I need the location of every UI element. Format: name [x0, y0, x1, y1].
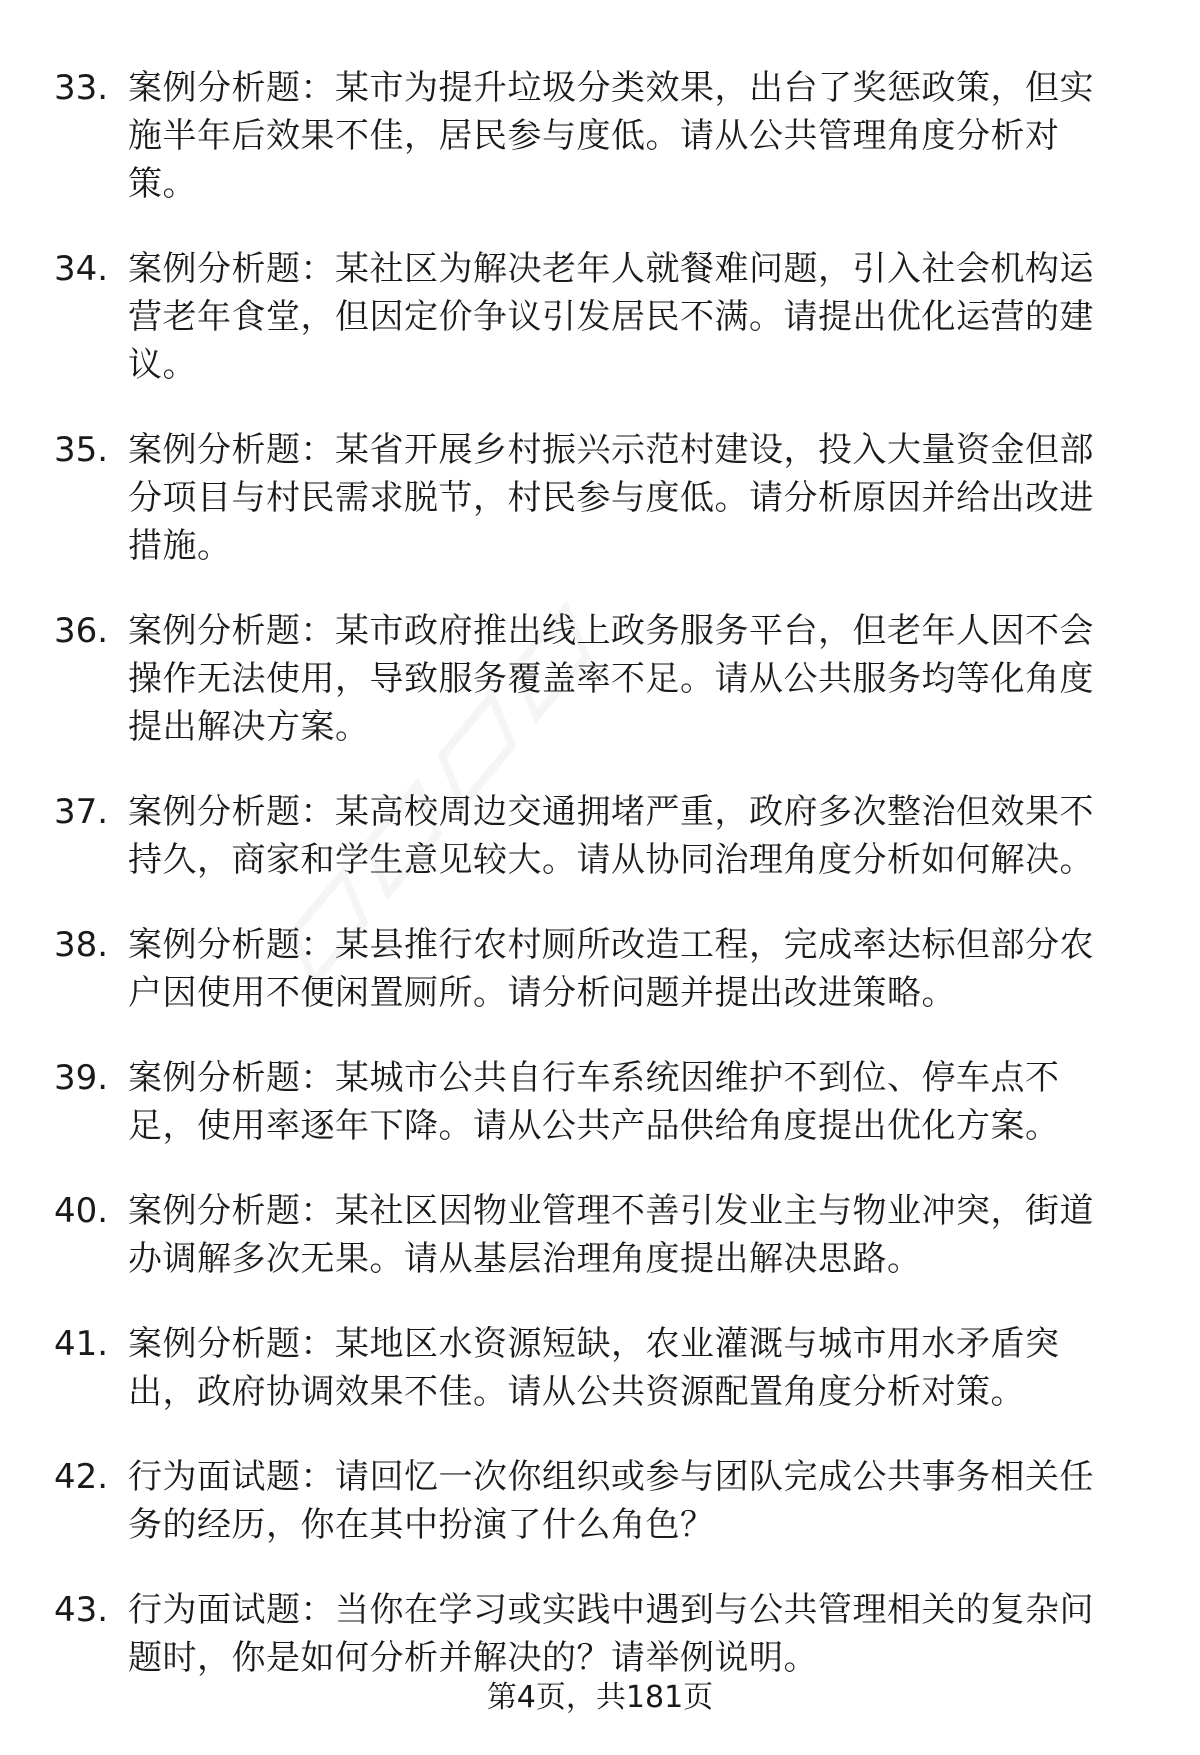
question-number: 43.	[54, 1590, 109, 1630]
question-line: 行为面试题：当你在学习或实践中遇到与公共管理相关的复杂问	[128, 1590, 1094, 1630]
question-line: 办调解多次无果。请从基层治理角度提出解决思路。	[128, 1239, 922, 1279]
question-item	[0, 1586, 1200, 1682]
question-item	[0, 426, 1200, 570]
question-line: 题时，你是如何分析并解决的？请举例说明。	[128, 1638, 818, 1678]
question-line: 案例分析题：某城市公共自行车系统因维护不到位、停车点不	[128, 1058, 1060, 1098]
question-number: 37.	[54, 792, 109, 832]
question-item	[0, 607, 1200, 751]
question-item	[0, 64, 1200, 208]
question-text	[128, 1453, 1148, 1549]
question-item	[0, 921, 1200, 1017]
question-line: 营老年食堂，但因定价争议引发居民不满。请提出优化运营的建	[128, 297, 1094, 337]
question-number: 41.	[54, 1324, 109, 1364]
question-number: 38.	[54, 925, 109, 965]
question-text	[128, 921, 1148, 1017]
question-line: 案例分析题：某社区为解决老年人就餐难问题，引入社会机构运	[128, 249, 1094, 289]
question-item	[0, 1453, 1200, 1549]
question-text	[128, 607, 1148, 751]
question-text	[128, 1187, 1148, 1283]
question-line: 行为面试题：请回忆一次你组织或参与团队完成公共事务相关任	[128, 1457, 1094, 1497]
question-text	[128, 788, 1148, 884]
question-number: 35.	[54, 430, 109, 470]
question-item	[0, 1320, 1200, 1416]
question-text	[128, 1320, 1148, 1416]
question-line: 案例分析题：某省开展乡村振兴示范村建设，投入大量资金但部	[128, 430, 1094, 470]
question-line: 案例分析题：某市政府推出线上政务服务平台，但老年人因不会	[128, 611, 1094, 651]
question-number: 42.	[54, 1457, 109, 1497]
question-item	[0, 245, 1200, 389]
question-line: 操作无法使用，导致服务覆盖率不足。请从公共服务均等化角度	[128, 659, 1094, 699]
question-item	[0, 1054, 1200, 1150]
question-number: 34.	[54, 249, 109, 289]
question-text	[128, 245, 1148, 389]
question-line: 策。	[128, 164, 197, 204]
question-line: 出，政府协调效果不佳。请从公共资源配置角度分析对策。	[128, 1372, 1025, 1412]
question-line: 户因使用不便闲置厕所。请分析问题并提出改进策略。	[128, 973, 956, 1013]
question-line: 议。	[128, 345, 197, 385]
question-item	[0, 788, 1200, 884]
question-text	[128, 1054, 1148, 1150]
question-line: 案例分析题：某高校周边交通拥堵严重，政府多次整治但效果不	[128, 792, 1094, 832]
question-number: 40.	[54, 1191, 109, 1231]
question-line: 案例分析题：某社区因物业管理不善引发业主与物业冲突，街道	[128, 1191, 1094, 1231]
question-line: 措施。	[128, 526, 232, 566]
question-line: 足，使用率逐年下降。请从公共产品供给角度提出优化方案。	[128, 1106, 1060, 1146]
question-text	[128, 64, 1148, 208]
question-text	[128, 1586, 1148, 1682]
question-line: 施半年后效果不佳，居民参与度低。请从公共管理角度分析对	[128, 116, 1060, 156]
question-number: 33.	[54, 68, 109, 108]
question-line: 分项目与村民需求脱节，村民参与度低。请分析原因并给出改进	[128, 478, 1094, 518]
question-item	[0, 1187, 1200, 1283]
question-line: 案例分析题：某地区水资源短缺，农业灌溉与城市用水矛盾突	[128, 1324, 1060, 1364]
question-text	[128, 426, 1148, 570]
question-number: 36.	[54, 611, 109, 651]
question-list	[0, 64, 1200, 1719]
question-line: 案例分析题：某市为提升垃圾分类效果，出台了奖惩政策，但实	[128, 68, 1094, 108]
question-line: 持久，商家和学生意见较大。请从协同治理角度分析如何解决。	[128, 840, 1094, 880]
question-line: 务的经历，你在其中扮演了什么角色？	[128, 1505, 715, 1545]
question-line: 提出解决方案。	[128, 707, 370, 747]
page-footer: 第4页，共181页	[486, 1680, 714, 1715]
question-number: 39.	[54, 1058, 109, 1098]
question-line: 案例分析题：某县推行农村厕所改造工程，完成率达标但部分农	[128, 925, 1094, 965]
